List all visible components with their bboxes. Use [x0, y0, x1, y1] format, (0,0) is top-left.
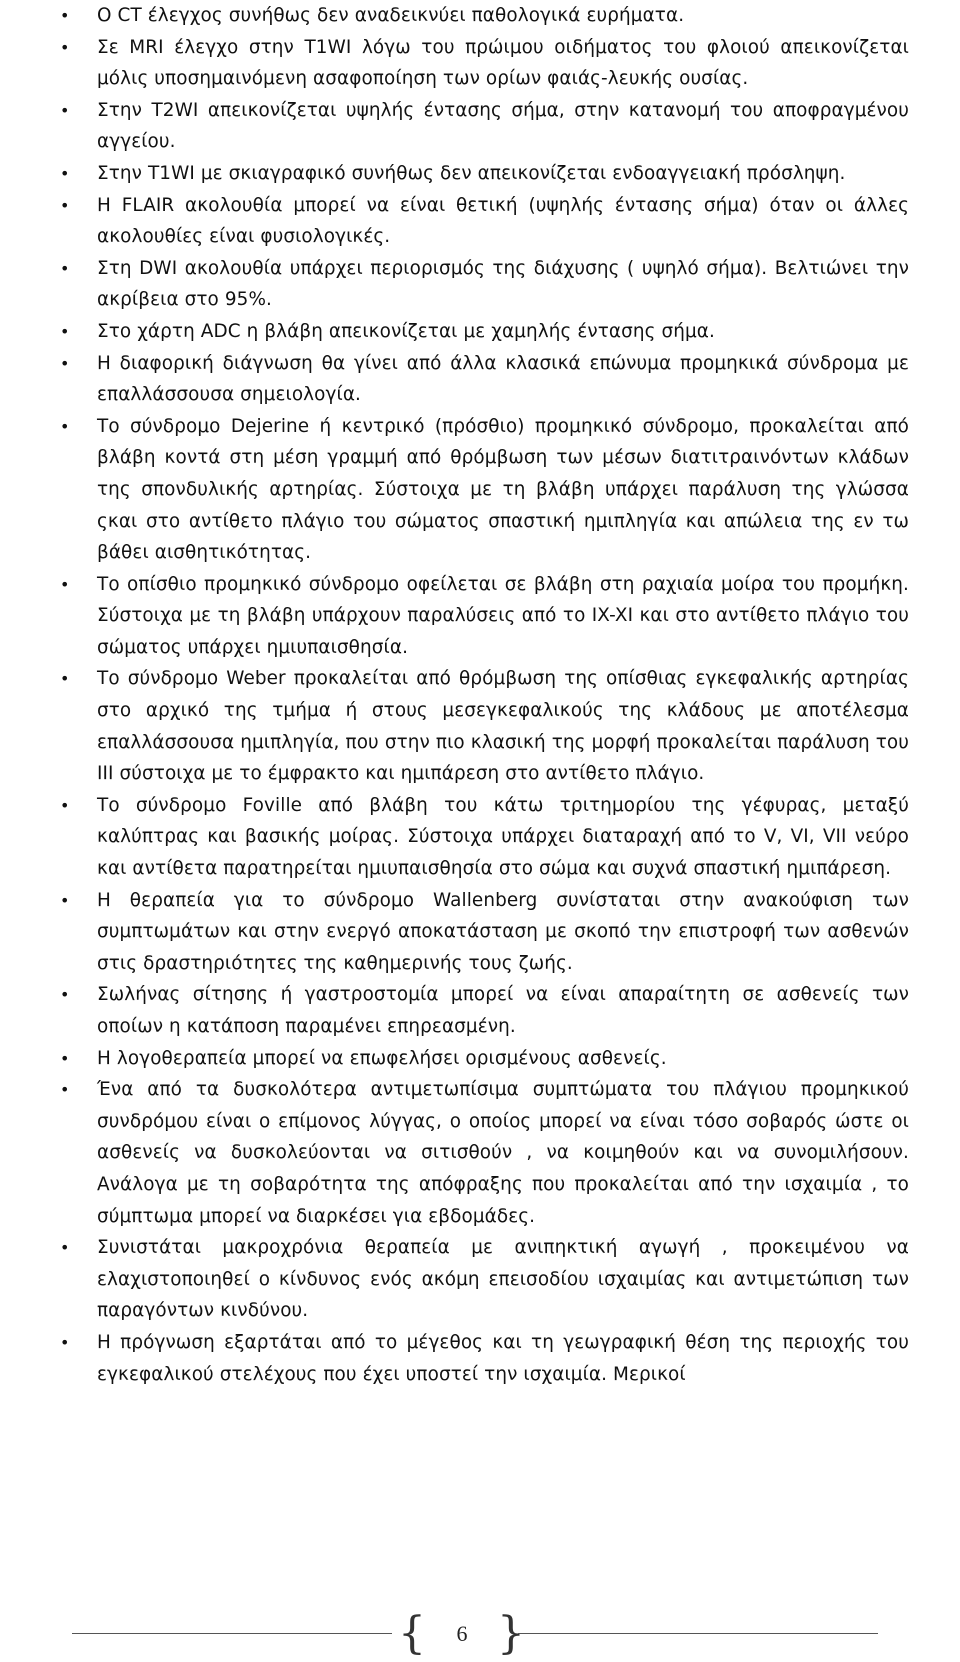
list-item: • Η θεραπεία για το σύνδρομο Wallenberg συνίσταται στην ανακούφιση των συμπτωμάτων και στην ενεργό αποκατάσταση με σκοπό την επιστροφή των ασθενών στις δραστηριότητες της καθημερινής τους ζωής.: [97, 885, 909, 980]
list-item: • Η FLAIR ακολουθία μπορεί να είναι θετική (υψηλής έντασης σήμα) όταν οι άλλες ακολουθίες είναι φυσιολογικές.: [97, 190, 909, 253]
list-item: • Το σύνδρομο Weber προκαλείται από θρόμβωση της οπίσθιας εγκεφαλικής αρτηρίας στο αρχικό της τμήμα ή στους μεσεγκεφαλικούς της κλάδους με αποτέλεσμα επαλλάσσουσα ημιπληγία, που στην πιο κλασική της μορφή προκαλείται παράλυση του ΙΙΙ σύστοιχα με το έμφρακτο και ημιπάρεση στο αντίθετο πλάγιο.: [97, 663, 909, 789]
list-item: • Η λογοθεραπεία μπορεί να επωφελήσει ορισμένους ασθενείς.: [97, 1043, 909, 1075]
footer-divider-left: [72, 1633, 392, 1634]
list-item: • Συνιστάται μακροχρόνια θεραπεία με ανιπηκτική αγωγή , προκειμένου να ελαχιστοποιηθεί ο κίνδυνος ενός ακόμη επεισοδίου ισχαιμίας και αντιμετώπιση των παραγόντων κινδύνου.: [97, 1232, 909, 1327]
list-item: • Το σύνδρομο Dejerine ή κεντρικό (πρόσθιο) προμηκικό σύνδρομο, προκαλείται από βλάβη κοντά στη μέση γραμμή από θρόμβωση των μέσων διατιτραινόντων κλάδων της σπονδυλικής αρτηρίας. Σύστοιχα με τη βλάβη υπάρχει παράλυση της γλώσσα ςκαι στο αντίθετο πλάγιο του σώματος σπαστική ημιπληγία και απώλεια της εν τω βάθει αισθητικότητας.: [97, 411, 909, 569]
footer-divider-right: [518, 1633, 878, 1634]
list-item: • Σε MRI έλεγχο στην T1WI λόγω του πρώιμου οιδήματος του φλοιού απεικονίζεται μόλις υποσημαινόμενη ασαφοποίηση των ορίων φαιάς-λευκής ουσίας.: [97, 32, 909, 95]
list-item: • Στην T1WI με σκιαγραφικό συνήθως δεν απεικονίζεται ενδοαγγειακή πρόσληψη.: [97, 158, 909, 190]
left-brace-icon: {: [398, 1608, 426, 1659]
list-item: • Στο χάρτη ADC η βλάβη απεικονίζεται με χαμηλής έντασης σήμα.: [97, 316, 909, 348]
list-item: • Ένα από τα δυσκολότερα αντιμετωπίσιμα συμπτώματα του πλάγιου προμηκικού συνδρόμου είναι ο επίμονος λύγγας, ο οποίος μπορεί να είναι τόσο σοβαρός ώστε οι ασθενείς να δυσκολεύονται να σιτισθούν , να κοιμηθούν και να συνομιλήσουν. Ανάλογα με τη σοβαρότητα της απόφραξης που προκαλείται από την ισχαιμία , το σύμπτωμα μπορεί να διαρκέσει για εβδομάδες.: [97, 1074, 909, 1232]
list-item: • Στη DWI ακολουθία υπάρχει περιορισμός της διάχυσης ( υψηλό σήμα). Βελτιώνει την ακρίβεια στο 95%.: [97, 253, 909, 316]
page-number: 6: [456, 1621, 468, 1646]
page-footer: [0, 1608, 960, 1662]
list-item: • Η διαφορική διάγνωση θα γίνει από άλλα κλασικά επώνυμα προμηκικά σύνδρομα με επαλλάσσουσα σημειολογία.: [97, 348, 909, 411]
right-brace-icon: }: [497, 1608, 525, 1659]
list-item: • Ο CT έλεγχος συνήθως δεν αναδεικνύει παθολογικά ευρήματα.: [97, 0, 909, 32]
list-item: • Σωλήνας σίτησης ή γαστροστομία μπορεί να είναι απαραίτητη σε ασθενείς των οποίων η κατάποση παραμένει επηρεασμένη.: [97, 979, 909, 1042]
list-item: • Το σύνδρομο Foville από βλάβη του κάτω τριτημορίου της γέφυρας, μεταξύ καλύπτρας και βασικής μοίρας. Σύστοιχα υπάρχει διαταραχή από το V, VI, VII νεύρο και αντίθετα παρατηρείται ημιυπαισθησία στο σώμα και συχνά σπαστική ημιπάρεση.: [97, 790, 909, 885]
list-item: • Το οπίσθιο προμηκικό σύνδρομο οφείλεται σε βλάβη στη ραχιαία μοίρα του προμήκη. Σύστοιχα με τη βλάβη υπάρχουν παραλύσεις από το IX-XI και στο αντίθετο πλάγιο του σώματος υπάρχει ημιυπαισθησία.: [97, 569, 909, 664]
list-item: • Στην T2WI απεικονίζεται υψηλής έντασης σήμα, στην κατανομή του αποφραγμένου αγγείου.: [97, 95, 909, 158]
list-item: • Η πρόγνωση εξαρτάται από το μέγεθος και τη γεωγραφική θέση της περιοχής του εγκεφαλικού στελέχους που έχει υποστεί την ισχαιμία. Μερικοί: [97, 1327, 909, 1390]
